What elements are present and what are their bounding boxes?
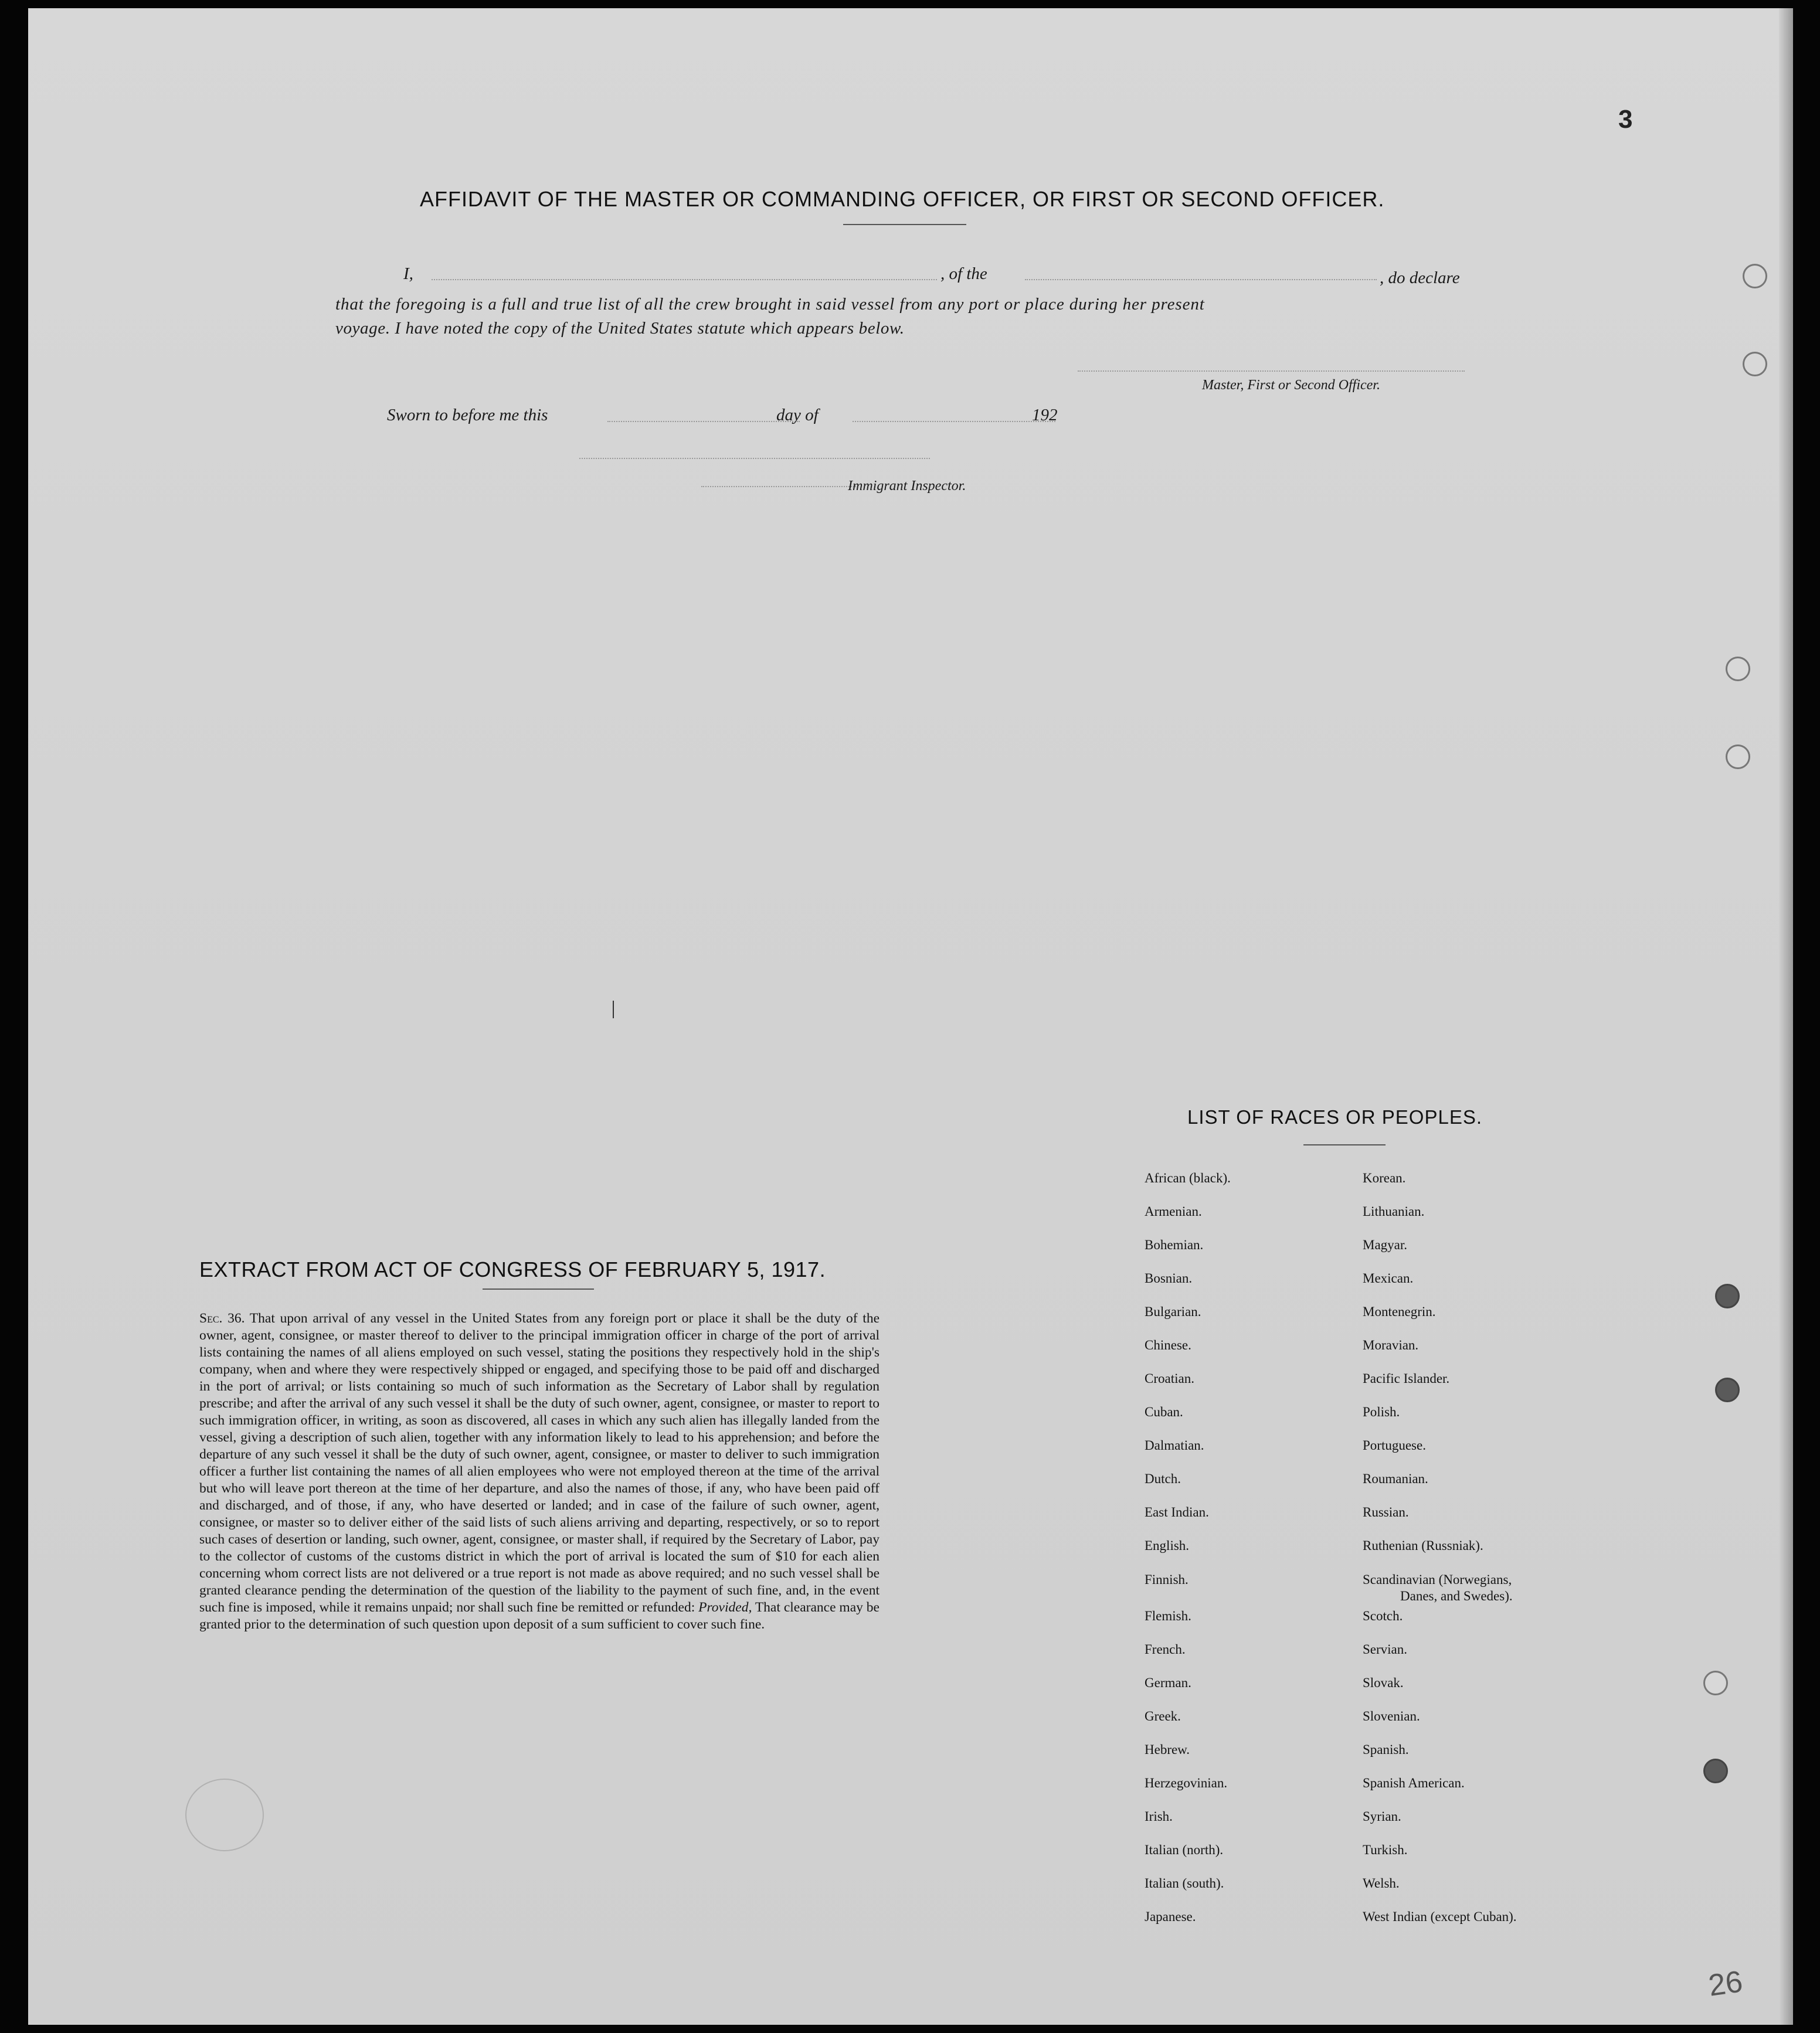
extract-body (199, 1310, 880, 1633)
race-item: Italian (north). (1145, 1842, 1224, 1857)
race-item: Bosnian. (1145, 1271, 1193, 1286)
inspector-line-2[interactable] (701, 486, 856, 487)
race-item: Magyar. (1363, 1238, 1408, 1252)
race-item: Chinese. (1145, 1338, 1191, 1352)
punch-hole (1743, 352, 1767, 376)
manifest-page (28, 8, 1793, 2025)
year-text: 192 (1032, 406, 1058, 424)
title-divider (843, 224, 966, 225)
section-text: That upon arrival of any vessel in the United States from any foreign port or place it shall be the duty of the owner, agent, consignee, or master thereof to deliver to the principal immigration officer in charge of the port of arrival lists containing the names of all aliens employed on such vessel, stating the positions they respectively hold in the ship's company, when and where they were respectively shipped or engaged, and specifying those to be paid off and discharged in the port of arrival; or lists containing so much of such information as the Secretary of Labor shall by regulation prescribe; and after the arrival of any such vessel it shall be the duty of such owner, agent, consignee, or master to report to such immigration officer, in writing, as soon as discovered, all cases in which any such alien has illegally landed from the vessel, giving a description of such alien, together with any information likely to lead to his apprehension; and before the departure of any such vessel it shall be the duty of such owner, agent, consignee, or master to deliver to such immigration officer a further list containing the names of all alien employees who were not employed thereon at the time of the arrival but who will leave port thereon at the time of her departure, and also the names of those, if any, who have been paid off and discharged, and of those, if any, who have deserted or landed; and in case of the failure of such owner, agent, consignee, or master so to deliver either of the said lists of such aliens arriving and departing, respectively, or so to report such cases of desertion or landing, such owner, agent, consignee, or master shall, if required by the Secretary of Labor, pay to the collector of customs of the customs district in which the port of arrival is located the sum of $10 for each alien concerning whom correct lists are not delivered or a true report is not made as above required; and no such vessel shall be granted clearance pending the determination of the question of the liability to the payment of such fine, and, in the event such fine is imposed, while it remains unpaid; nor shall such fine be remitted or refunded: (199, 1311, 880, 1615)
race-item: English. (1145, 1538, 1190, 1553)
punch-hole (1726, 744, 1750, 769)
punch-hole (1703, 1759, 1728, 1783)
race-item: Finnish. (1145, 1572, 1189, 1587)
affidavit-of-the: , of the (940, 264, 987, 283)
race-item: Cuban. (1145, 1405, 1183, 1419)
name-field-line[interactable] (432, 279, 937, 280)
race-item: Russian. (1363, 1505, 1409, 1519)
punch-hole (1715, 1284, 1740, 1308)
race-item: Portuguese. (1363, 1438, 1426, 1453)
sworn-day-line[interactable] (607, 421, 800, 422)
race-item: Dalmatian. (1145, 1438, 1204, 1453)
extract-divider (483, 1289, 594, 1290)
race-item: Croatian. (1145, 1371, 1194, 1386)
inspector-label: Immigrant Inspector. (848, 478, 966, 494)
race-item: Slovenian. (1363, 1709, 1420, 1723)
provided-word: Provided, (698, 1600, 752, 1615)
race-item: Scotch. (1363, 1609, 1403, 1623)
race-item: East Indian. (1145, 1505, 1209, 1519)
section-tail: That clearance may be granted prior to the determination of such question upon deposit of a sum sufficient to cover such fine. (199, 1600, 880, 1632)
corner-page-number: 3 (1618, 105, 1633, 134)
race-item: Servian. (1363, 1642, 1408, 1657)
race-item: Hebrew. (1145, 1742, 1190, 1757)
race-item: Moravian. (1363, 1338, 1419, 1352)
ink-mark (613, 1001, 614, 1018)
affidavit-line-3: voyage. I have noted the copy of the United States statute which appears below. (335, 319, 905, 338)
race-item: West Indian (except Cuban). (1363, 1909, 1517, 1924)
master-signature-line[interactable] (1078, 370, 1465, 372)
race-item: African (black). (1145, 1171, 1231, 1185)
race-item: Lithuanian. (1363, 1204, 1425, 1219)
race-item: Pacific Islander. (1363, 1371, 1450, 1386)
race-item: Welsh. (1363, 1876, 1400, 1891)
race-item: French. (1145, 1642, 1186, 1657)
race-item: Flemish. (1145, 1609, 1191, 1623)
race-item: Slovak. (1363, 1675, 1404, 1690)
bottom-page-number: 26 (1706, 1964, 1745, 2003)
race-item: Bohemian. (1145, 1238, 1204, 1252)
punch-hole (1743, 264, 1767, 288)
vessel-field-line[interactable] (1025, 279, 1377, 280)
race-item: Spanish American. (1363, 1776, 1465, 1790)
races-divider (1303, 1144, 1386, 1145)
affidavit-declare: , do declare (1380, 268, 1460, 287)
sworn-month-line[interactable] (853, 421, 1055, 422)
race-item: Dutch. (1145, 1471, 1181, 1486)
race-item: Korean. (1363, 1171, 1406, 1185)
race-item: Armenian. (1145, 1204, 1202, 1219)
race-item: Scandinavian (Norwegians, (1363, 1572, 1512, 1587)
affidavit-line-2: that the foregoing is a full and true list of all the crew brought in said vessel from any port or place during her present (335, 295, 1205, 314)
faded-stamp (185, 1779, 264, 1851)
extract-title: EXTRACT FROM ACT OF CONGRESS OF FEBRUARY 5, 1917. (199, 1257, 826, 1281)
master-signature-label: Master, First or Second Officer. (1202, 378, 1380, 393)
inspector-line-1[interactable] (579, 458, 930, 459)
race-item: Greek. (1145, 1709, 1181, 1723)
race-item: Syrian. (1363, 1809, 1401, 1824)
punch-hole (1703, 1671, 1728, 1695)
races-title: LIST OF RACES OR PEOPLES. (1187, 1106, 1483, 1128)
affidavit-title: AFFIDAVIT OF THE MASTER OR COMMANDING OFFICER, OR FIRST OR SECOND OFFICER. (420, 187, 1385, 211)
day-of-text: day of (776, 406, 819, 424)
race-item: Bulgarian. (1145, 1304, 1201, 1319)
race-item: Herzegovinian. (1145, 1776, 1228, 1790)
race-item: Irish. (1145, 1809, 1173, 1824)
race-item: Japanese. (1145, 1909, 1196, 1924)
race-item-continuation: Danes, and Swedes). (1400, 1589, 1513, 1603)
race-item: Mexican. (1363, 1271, 1414, 1286)
section-label: Sec. 36. (199, 1311, 245, 1326)
punch-hole (1715, 1378, 1740, 1402)
race-item: Ruthenian (Russniak). (1363, 1538, 1483, 1553)
race-item: Italian (south). (1145, 1876, 1224, 1891)
race-item: Spanish. (1363, 1742, 1409, 1757)
race-item: Polish. (1363, 1405, 1400, 1419)
affidavit-i: I, (403, 264, 413, 283)
sworn-text: Sworn to before me this (387, 406, 548, 424)
race-item: Montenegrin. (1363, 1304, 1436, 1319)
race-item: Roumanian. (1363, 1471, 1428, 1486)
punch-hole (1726, 657, 1750, 681)
race-item: German. (1145, 1675, 1191, 1690)
race-item: Turkish. (1363, 1842, 1408, 1857)
